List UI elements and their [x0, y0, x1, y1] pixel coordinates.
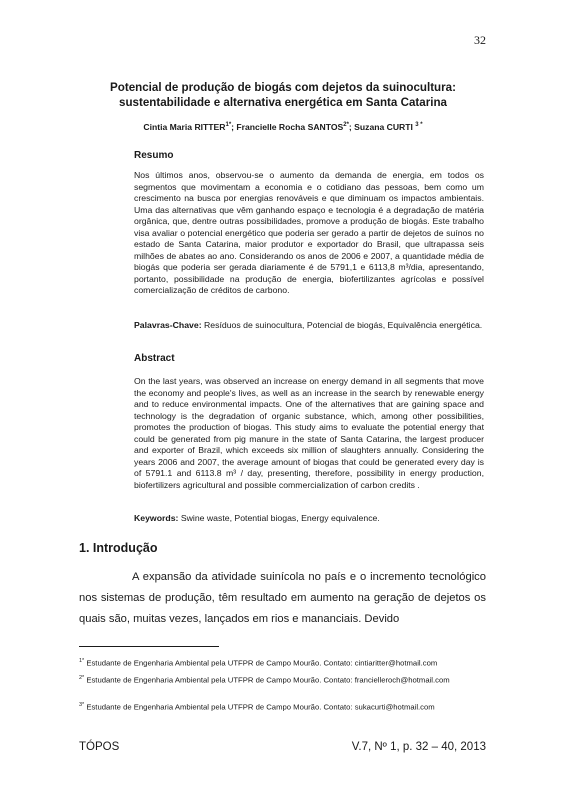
footnote-1: [79, 656, 489, 669]
section-heading: 1. Introdução: [79, 541, 158, 555]
author-separator: ;: [348, 122, 355, 132]
keywords: [134, 513, 484, 525]
footnote-divider: [79, 646, 219, 647]
page-number: 32: [474, 33, 486, 47]
keywords-text: Swine waste, Potential biogas, Energy equivalence.: [178, 513, 380, 523]
author-3-name: Suzana CURTI: [354, 122, 416, 132]
author-1-mark: 1*: [225, 122, 232, 129]
intro-paragraph: A expansão da atividade suinícola no país e o incremento tecnológico nos sistemas de produção, têm resultado em aumento na geração de dejetos os quais são, muitas vezes, lançados em rios e mananciais. Devido: [79, 571, 486, 625]
resumo-heading: Resumo: [134, 150, 174, 161]
footnote-1-mark: 1*: [79, 658, 85, 664]
title-line-1: Potencial de produção de biogás com dejetos da suinocultura:: [110, 81, 456, 94]
paper-title: [84, 80, 482, 110]
author-separator: ;: [231, 122, 237, 132]
footnote-3-text: Estudante de Engenharia Ambiental pela UTFPR de Campo Mourão. Contato: sukacurti@hotmail.com: [84, 702, 435, 712]
footnote-1-text: Estudante de Engenharia Ambiental pela UTFPR de Campo Mourão. Contato: cintiaritter@hotmail.com: [84, 658, 438, 668]
footnote-2-mark: 2*: [79, 675, 85, 681]
author-list: [84, 122, 482, 132]
resumo-text: Nos últimos anos, observou-se o aumento da demanda de energia, em todos os segmentos que movimentam a economia e o cotidiano das pessoas, bem como um crescimento na busca por energias renováveis e que diminuam os impactos ambientais. Uma das alternativas que vêm ganhando espaço e tecnologia é a degradação de matéria orgânica, que, dentre outras possibilidades, promove a produção de biogás. Este trabalho visa avaliar o potencial energético que poderia ser gerado a partir de dejetos de suínos no estado de Santa Catarina, maior produtor e exportador do Brasil, que ultrapassa seis milhões de abates ao ano. Considerando os anos de 2006 e 2007, a quantidade média de biogás que poderia ser gerada diariamente é de 5791,1 e 6113,8 m³/dia, apresentando, portanto, possibilidade na produção de energia, biofertilizantes agrícolas e possível comercialização de créditos de carbono.: [134, 170, 484, 295]
palavras-chave-text: Resíduos de suinocultura, Potencial de biogás, Equivalência energética.: [201, 320, 483, 330]
abstract-text: On the last years, was observed an increase on energy demand in all segments that move the economy and people's lives, as well as an increase in the search by renewable energy and to reduce environmental impacts. One of the alternatives that are gaining space and technology is the degradation of organic substance, which, among other possibilities, promotes the production of biogas. This study aims to evaluate the potential energy that could be generated from pig manure in the state of Santa Catarina, the largest producer and exporter of Brazil, which exceeds six million of slaughters annually. Considering the years 2006 and 2007, the average amount of biogas that could be generated every day is of 5791.1 and 6113.8 m³ / day, presenting, therefore, possibility in energy production, biofertilizers agricultural and possible commercialization of carbon credits .: [134, 376, 484, 490]
journal-name: TÓPOS: [79, 741, 120, 753]
author-3-mark: 3 *: [415, 122, 423, 129]
palavras-chave: [134, 320, 484, 332]
title-line-2: sustentabilidade e alternativa energética em Santa Catarina: [119, 96, 447, 109]
author-1-name: Cintia Maria RITTER: [143, 122, 226, 132]
journal-volume: V.7, Nº 1, p. 32 – 40, 2013: [351, 741, 486, 753]
palavras-chave-label: Palavras-Chave:: [134, 320, 202, 330]
author-2-mark: 2*: [343, 122, 349, 129]
footnote-2: [79, 673, 489, 686]
author-2-name: Francielle Rocha SANTOS: [236, 122, 344, 132]
abstract-heading: Abstract: [134, 353, 175, 364]
keywords-label: Keywords:: [134, 513, 179, 523]
footnote-3: [79, 700, 489, 713]
footnote-3-mark: 3*: [79, 702, 85, 708]
footnote-2-text: Estudante de Engenharia Ambiental pela UTFPR de Campo Mourão. Contato: francielleroch@hotmail.com: [84, 675, 450, 685]
